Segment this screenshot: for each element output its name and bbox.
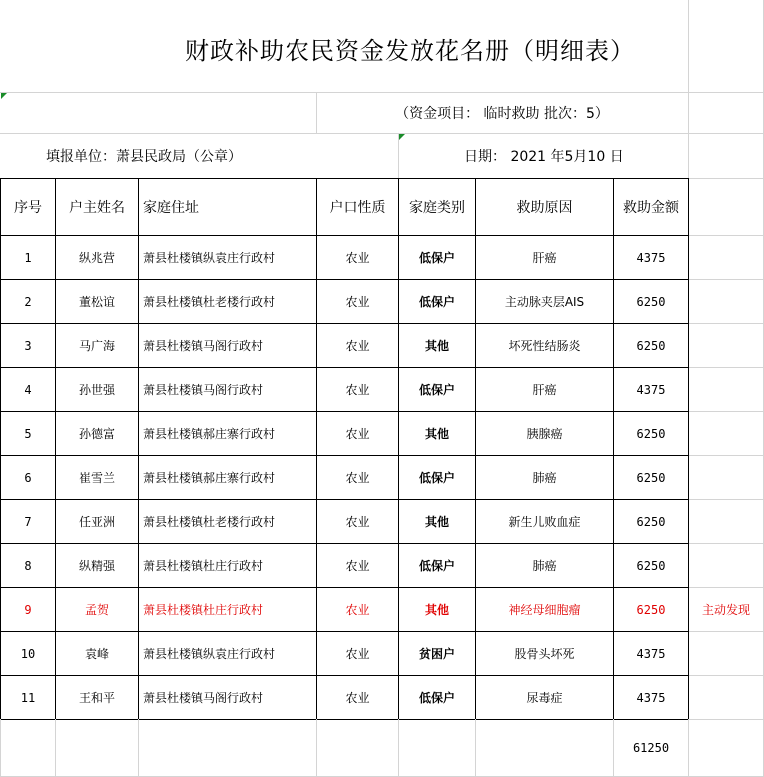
row-address: 萧县杜楼镇马阁行政村: [143, 691, 264, 705]
row-note: [689, 544, 763, 587]
row-reason: 神经母细胞瘤: [508, 603, 581, 617]
row-reason: 肝癌: [532, 251, 557, 265]
row-note: [689, 456, 763, 499]
row-name: 孟贺: [84, 603, 109, 617]
row-reason: 新生儿败血症: [508, 515, 581, 529]
row-serial: 11: [20, 690, 36, 705]
project-batch-info: （资金项目： 临时救助 批次：5）: [395, 106, 609, 122]
row-hukou: 农业: [345, 339, 370, 353]
row-amount: 6250: [636, 470, 666, 485]
row-address: 萧县杜楼镇纵袁庄行政村: [143, 251, 276, 265]
row-address: 萧县杜楼镇郝庄寨行政村: [143, 471, 276, 485]
row-category: 其他: [424, 515, 449, 529]
row-reason: 主动脉夹层AIS: [504, 295, 585, 309]
row-note: [689, 368, 763, 411]
row-serial: 1: [24, 250, 32, 265]
row-name: 马广海: [78, 339, 115, 353]
row-hukou: 农业: [345, 515, 370, 529]
row-category: 贫困户: [418, 647, 455, 661]
header-hukou: 户口性质: [329, 200, 386, 216]
row-hukou: 农业: [345, 251, 370, 265]
row-name: 孙世强: [78, 383, 115, 397]
row-hukou: 农业: [345, 559, 370, 573]
row-category: 其他: [424, 339, 449, 353]
row-address: 萧县杜楼镇纵袁庄行政村: [143, 647, 276, 661]
row-name: 孙德富: [78, 427, 115, 441]
row-serial: 4: [24, 382, 32, 397]
row-amount: 6250: [636, 338, 666, 353]
row-hukou: 农业: [345, 427, 370, 441]
row-amount: 6250: [636, 426, 666, 441]
total-amount: 61250: [632, 741, 670, 755]
header-reason: 救助原因: [516, 200, 573, 216]
row-serial: 10: [20, 646, 36, 661]
cell-marker-icon: [399, 134, 405, 140]
row-amount: 6250: [636, 294, 666, 309]
row-serial: 3: [24, 338, 32, 353]
row-serial: 7: [24, 514, 32, 529]
row-category: 低保户: [418, 559, 455, 573]
row-hukou: 农业: [345, 647, 370, 661]
row-category: 低保户: [418, 295, 455, 309]
row-address: 萧县杜楼镇马阁行政村: [143, 383, 264, 397]
row-serial: 9: [24, 602, 32, 617]
row-serial: 5: [24, 426, 32, 441]
row-amount: 4375: [636, 646, 666, 661]
row-reason: 肺癌: [532, 471, 557, 485]
row-note: 主动发现: [701, 603, 750, 617]
row-address: 萧县杜楼镇杜老楼行政村: [143, 515, 276, 529]
row-serial: 2: [24, 294, 32, 309]
row-address: 萧县杜楼镇马阁行政村: [143, 339, 264, 353]
row-reason: 股骨头坏死: [514, 647, 575, 661]
report-date: 日期： 2021 年5月10 日: [464, 149, 624, 165]
row-serial: 8: [24, 558, 32, 573]
header-address: 家庭住址: [143, 200, 199, 216]
row-amount: 4375: [636, 250, 666, 265]
cell-marker-icon: [1, 93, 7, 99]
row-hukou: 农业: [345, 295, 370, 309]
row-address: 萧县杜楼镇郝庄寨行政村: [143, 427, 276, 441]
row-note: [689, 324, 763, 367]
row-reason: 坏死性结肠炎: [508, 339, 581, 353]
row-address: 萧县杜楼镇杜庄行政村: [143, 603, 264, 617]
row-note: [689, 236, 763, 279]
row-reason: 尿毒症: [526, 691, 563, 705]
row-category: 其他: [424, 603, 449, 617]
row-address: 萧县杜楼镇杜老楼行政村: [143, 295, 276, 309]
row-name: 董松谊: [78, 295, 115, 309]
row-amount: 6250: [636, 558, 666, 573]
row-amount: 6250: [636, 514, 666, 529]
row-amount: 4375: [636, 382, 666, 397]
row-amount: 4375: [636, 690, 666, 705]
header-category: 家庭类别: [409, 200, 465, 216]
reporting-unit: 填报单位：萧县民政局（公章）: [46, 149, 242, 165]
row-note: [689, 280, 763, 323]
row-serial: 6: [24, 470, 32, 485]
row-category: 其他: [424, 427, 449, 441]
row-category: 低保户: [418, 691, 455, 705]
row-reason: 肝癌: [532, 383, 557, 397]
row-hukou: 农业: [345, 691, 370, 705]
row-address: 萧县杜楼镇杜庄行政村: [143, 559, 264, 573]
row-name: 崔雪兰: [78, 471, 115, 485]
header-amount: 救助金额: [623, 200, 679, 216]
row-name: 王和平: [78, 691, 115, 705]
row-note: [689, 632, 763, 675]
row-hukou: 农业: [345, 471, 370, 485]
row-reason: 肺癌: [532, 559, 557, 573]
header-name: 户主姓名: [69, 200, 125, 216]
row-category: 低保户: [418, 383, 455, 397]
row-category: 低保户: [418, 251, 455, 265]
row-note: [689, 500, 763, 543]
row-hukou: 农业: [345, 383, 370, 397]
row-name: 任亚洲: [78, 515, 115, 529]
row-hukou: 农业: [345, 603, 370, 617]
header-serial: 序号: [14, 200, 42, 216]
sheet-title: 财政补助农民资金发放花名册（明细表）: [185, 36, 635, 65]
row-name: 纵精强: [78, 559, 115, 573]
row-category: 低保户: [418, 471, 455, 485]
row-amount: 6250: [636, 602, 666, 617]
row-name: 袁峰: [84, 647, 109, 661]
row-name: 纵兆营: [78, 251, 115, 265]
row-note: [689, 412, 763, 455]
row-note: [689, 676, 763, 719]
row-reason: 胰腺癌: [526, 427, 563, 441]
